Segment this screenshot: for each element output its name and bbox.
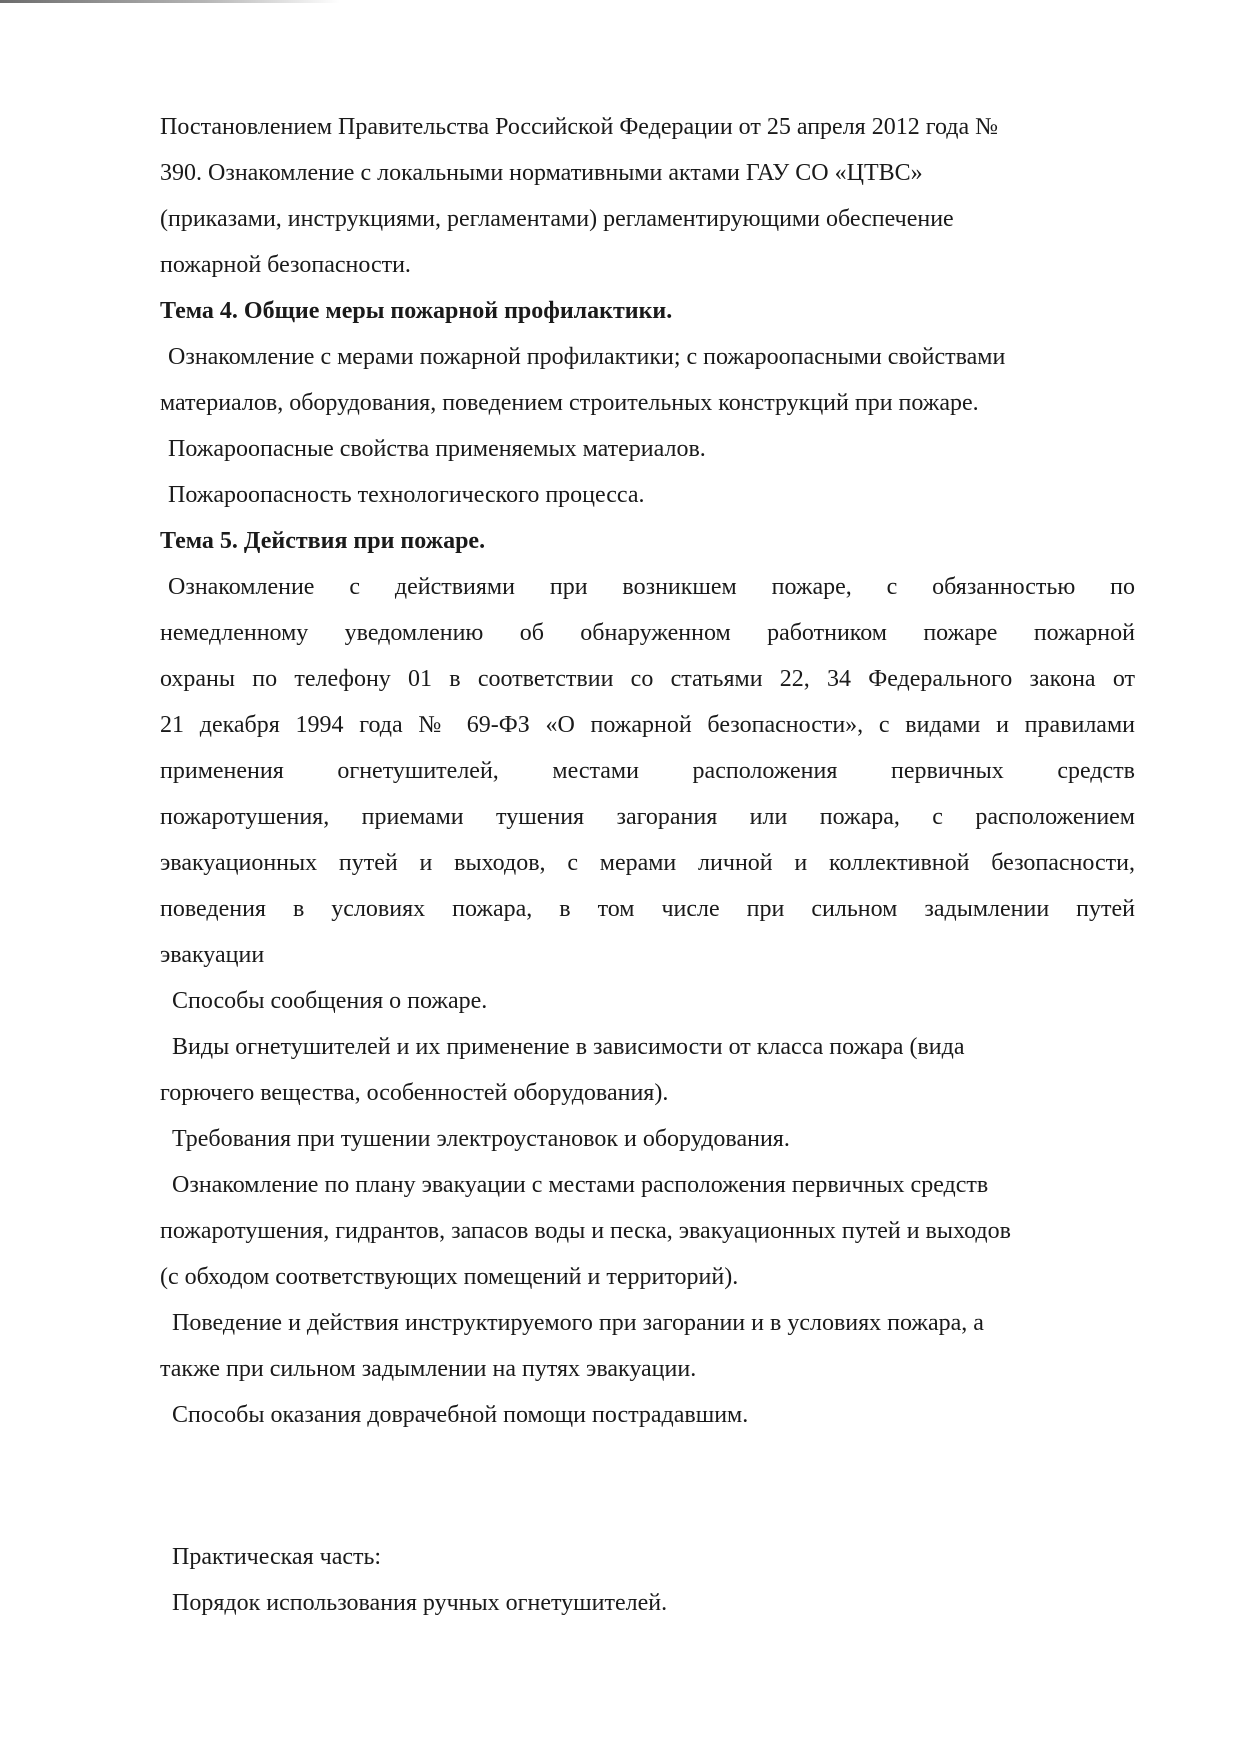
practical-label: Практическая часть: bbox=[172, 1544, 382, 1570]
topic-5-line-1: Способы сообщения о пожаре. bbox=[172, 988, 488, 1014]
document-page bbox=[160, 104, 1135, 1626]
topic-5-paragraph-line-8: поведения в условиях пожара, в том числе при сильном задымлении путей bbox=[160, 896, 1135, 922]
practical-section bbox=[160, 1534, 1135, 1626]
topic-5-line-3: горючего вещества, особенностей оборудования). bbox=[160, 1080, 669, 1106]
topic-5-heading: Тема 5. Действия при пожаре. bbox=[160, 528, 486, 554]
topic-5-paragraph-line-2: немедленному уведомлению об обнаруженном работником пожаре пожарной bbox=[160, 620, 1135, 646]
topic-5-line-9: также при сильном задымлении на путях эвакуации. bbox=[160, 1356, 697, 1382]
topic-4-line-1: Ознакомление с мерами пожарной профилактики; с пожароопасными свойствами bbox=[168, 344, 1006, 370]
topic-5-paragraph-line-3: охраны по телефону 01 в соответствии со статьями 22, 34 Федерального закона от bbox=[160, 666, 1135, 692]
topic-5-section bbox=[160, 518, 1135, 1438]
topic-5-paragraph-line-6: пожаротушения, приемами тушения загорания или пожара, с расположением bbox=[160, 804, 1135, 830]
topic-5-paragraph-line-5: применения огнетушителей, местами расположения первичных средств bbox=[160, 758, 1135, 784]
intro-line-2: 390. Ознакомление с локальными нормативными актами ГАУ СО «ЦТВС» bbox=[160, 160, 923, 186]
topic-5-paragraph-line-1: Ознакомление с действиями при возникшем пожаре, с обязанностью по bbox=[168, 574, 1135, 600]
topic-5-line-8: Поведение и действия инструктируемого при загорании и в условиях пожара, а bbox=[172, 1310, 984, 1336]
intro-line-4: пожарной безопасности. bbox=[160, 252, 411, 278]
topic-5-line-7: (с обходом соответствующих помещений и территорий). bbox=[160, 1264, 739, 1290]
topic-4-line-2: материалов, оборудования, поведением строительных конструкций при пожаре. bbox=[160, 390, 979, 416]
intro-line-1: Постановлением Правительства Российской Федерации от 25 апреля 2012 года № bbox=[160, 114, 999, 140]
topic-5-line-2: Виды огнетушителей и их применение в зависимости от класса пожара (вида bbox=[172, 1034, 965, 1060]
spacer bbox=[160, 1438, 1135, 1534]
topic-5-line-5: Ознакомление по плану эвакуации с местами расположения первичных средств bbox=[172, 1172, 989, 1198]
topic-4-line-3: Пожароопасные свойства применяемых материалов. bbox=[168, 436, 706, 462]
topic-4-section bbox=[160, 288, 1135, 518]
topic-5-paragraph-line-9: эвакуации bbox=[160, 942, 265, 968]
scan-edge-mark bbox=[0, 0, 340, 3]
topic-5-paragraph-line-7: эвакуационных путей и выходов, с мерами личной и коллективной безопасности, bbox=[160, 850, 1135, 876]
intro-line-3: (приказами, инструкциями, регламентами) регламентирующими обеспечение bbox=[160, 206, 954, 232]
topic-5-paragraph-line-4: 21 декабря 1994 года № 69-ФЗ «О пожарной безопасности», с видами и правилами bbox=[160, 712, 1135, 738]
topic-5-line-6: пожаротушения, гидрантов, запасов воды и песка, эвакуационных путей и выходов bbox=[160, 1218, 1011, 1244]
topic-4-heading: Тема 4. Общие меры пожарной профилактики. bbox=[160, 298, 673, 324]
practical-item: Порядок использования ручных огнетушителей. bbox=[172, 1590, 668, 1616]
topic-5-line-10: Способы оказания доврачебной помощи пострадавшим. bbox=[172, 1402, 749, 1428]
intro-section bbox=[160, 104, 1135, 288]
topic-5-line-4: Требования при тушении электроустановок и оборудования. bbox=[172, 1126, 790, 1152]
topic-4-line-4: Пожароопасность технологического процесса. bbox=[168, 482, 645, 508]
